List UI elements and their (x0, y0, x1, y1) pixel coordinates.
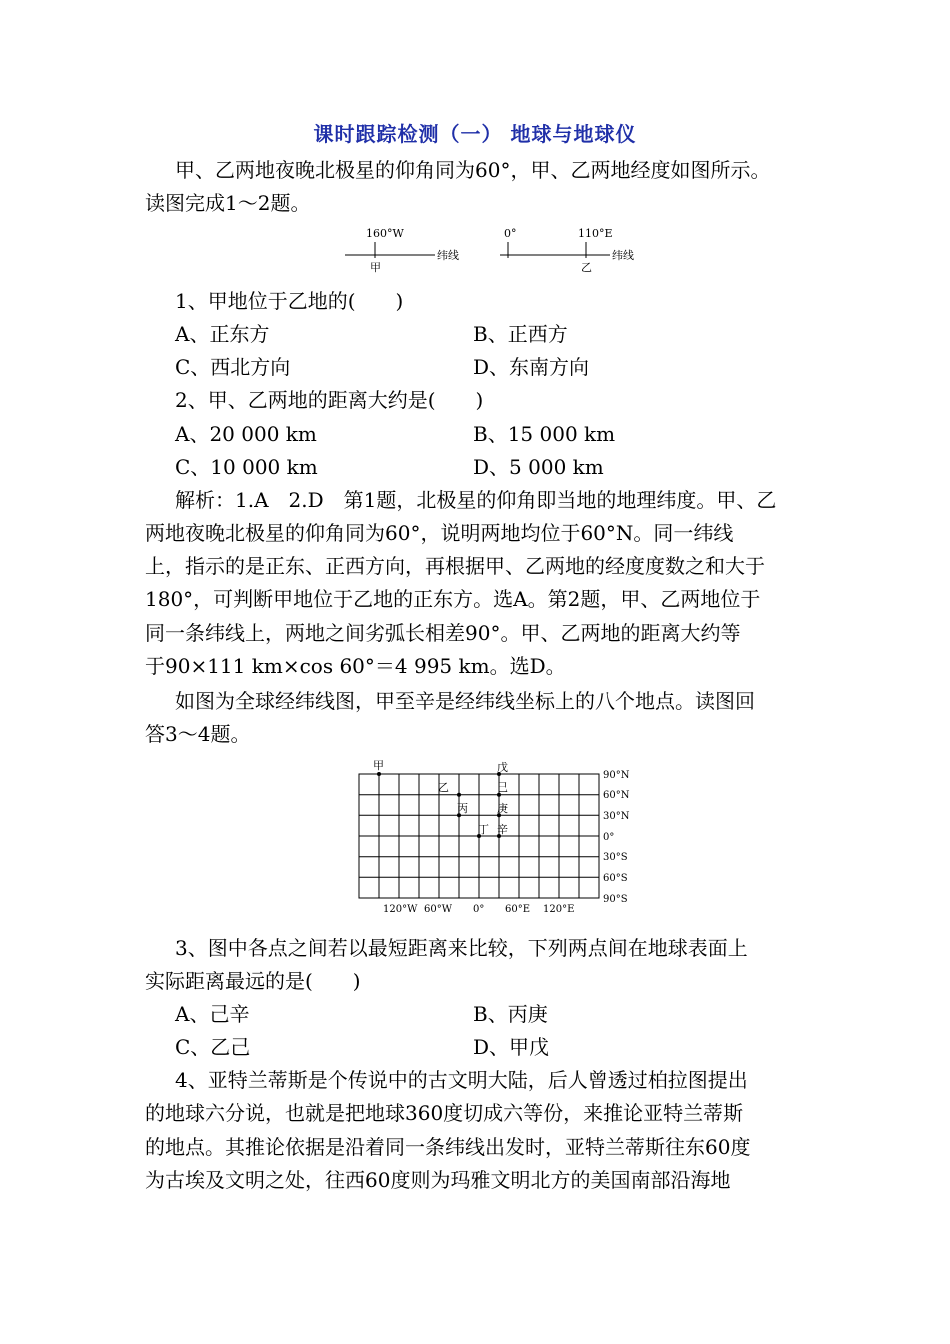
option-d: D、5 000 km (473, 455, 604, 479)
option-c: C、乙己 (175, 1035, 251, 1059)
option-b: B、丙庚 (473, 1002, 548, 1026)
analysis-text: 两地夜晚北极星的仰角同为60°，说明两地均位于60°N。同一纬线 (145, 521, 734, 545)
intro-text: 答3～4题。 (145, 722, 251, 746)
question-stem: 2、甲、乙两地的距离大约是( ) (175, 388, 484, 412)
intro-text: 甲、乙两地夜晚北极星的仰角同为60°，甲、乙两地经度如图所示。 (175, 158, 771, 182)
latitude-line-label: 纬线 (612, 249, 634, 262)
intro-text: 读图完成1～2题。 (145, 191, 311, 215)
page-title: 课时跟踪检测（一） 地球与地球仪 (313, 122, 637, 146)
latitude-line-figure (330, 222, 650, 278)
question-stem: 实际距离最远的是( ) (145, 969, 361, 993)
point-marker (377, 772, 381, 776)
option-a: A、20 000 km (175, 422, 317, 446)
lon-label: 0° (473, 904, 485, 915)
option-c: C、10 000 km (175, 455, 318, 479)
longitude-label: 110°E (578, 227, 613, 240)
intro-text: 如图为全球经纬线图，甲至辛是经纬线坐标上的八个地点。读图回 (175, 689, 755, 713)
point-label: 己 (497, 781, 508, 794)
question-stem: 的地球六分说，也就是把地球360度切成六等份，来推论亚特兰蒂斯 (145, 1101, 744, 1125)
question-stem: 1、甲地位于乙地的( ) (175, 289, 404, 313)
lat-label: 90°S (603, 894, 628, 905)
lon-label: 60°W (424, 904, 453, 915)
question-stem: 3、图中各点之间若以最短距离来比较，下列两点间在地球表面上 (175, 936, 748, 960)
option-a: A、正东方 (175, 322, 270, 346)
graticule-figure (345, 754, 635, 920)
lat-label: 30°N (603, 811, 630, 822)
latitude-line-label: 纬线 (437, 249, 459, 262)
option-a: A、己辛 (175, 1002, 250, 1026)
point-label: 辛 (497, 823, 508, 836)
option-b: B、正西方 (473, 322, 568, 346)
question-stem: 的地点。其推论依据是沿着同一条纬线出发时，亚特兰蒂斯往东60度 (145, 1135, 751, 1159)
point-label: 甲 (370, 261, 381, 274)
lon-label: 60°E (505, 904, 531, 915)
option-c: C、西北方向 (175, 355, 291, 379)
point-label: 丁 (478, 823, 489, 836)
lat-label: 90°N (603, 770, 630, 781)
point-label: 丙 (457, 802, 468, 815)
point-label: 乙 (438, 781, 449, 794)
option-d: D、甲戊 (473, 1035, 550, 1059)
point-marker (457, 793, 461, 797)
analysis-text: 于90×111 km×cos 60°＝4 995 km。选D。 (145, 654, 566, 678)
option-b: B、15 000 km (473, 422, 616, 446)
point-label: 戊 (497, 761, 508, 774)
lat-label: 0° (603, 832, 615, 843)
lon-label: 120°W (383, 904, 418, 915)
question-stem: 4、亚特兰蒂斯是个传说中的古文明大陆，后人曾透过柏拉图提出 (175, 1068, 748, 1092)
longitude-label: 0° (504, 227, 517, 240)
point-label: 甲 (373, 759, 384, 772)
analysis-text: 180°，可判断甲地位于乙地的正东方。选A。第2题，甲、乙两地位于 (145, 587, 761, 611)
analysis-text: 同一条纬线上，两地之间劣弧长相差90°。甲、乙两地的距离大约等 (145, 621, 741, 645)
analysis-text: 解析：1.A 2.D 第1题，北极星的仰角即当地的地理纬度。甲、乙 (175, 488, 777, 512)
analysis-text: 上，指示的是正东、正西方向，再根据甲、乙两地的经度度数之和大于 (145, 554, 765, 578)
option-d: D、东南方向 (473, 355, 590, 379)
point-label: 庚 (497, 802, 508, 815)
lon-label: 120°E (543, 904, 575, 915)
lat-label: 60°N (603, 790, 630, 801)
lat-label: 30°S (603, 852, 628, 863)
question-stem: 为古埃及文明之处，往西60度则为玛雅文明北方的美国南部沿海地 (145, 1168, 731, 1192)
point-label: 乙 (581, 261, 592, 274)
lat-label: 60°S (603, 873, 628, 884)
longitude-label: 160°W (366, 227, 404, 240)
